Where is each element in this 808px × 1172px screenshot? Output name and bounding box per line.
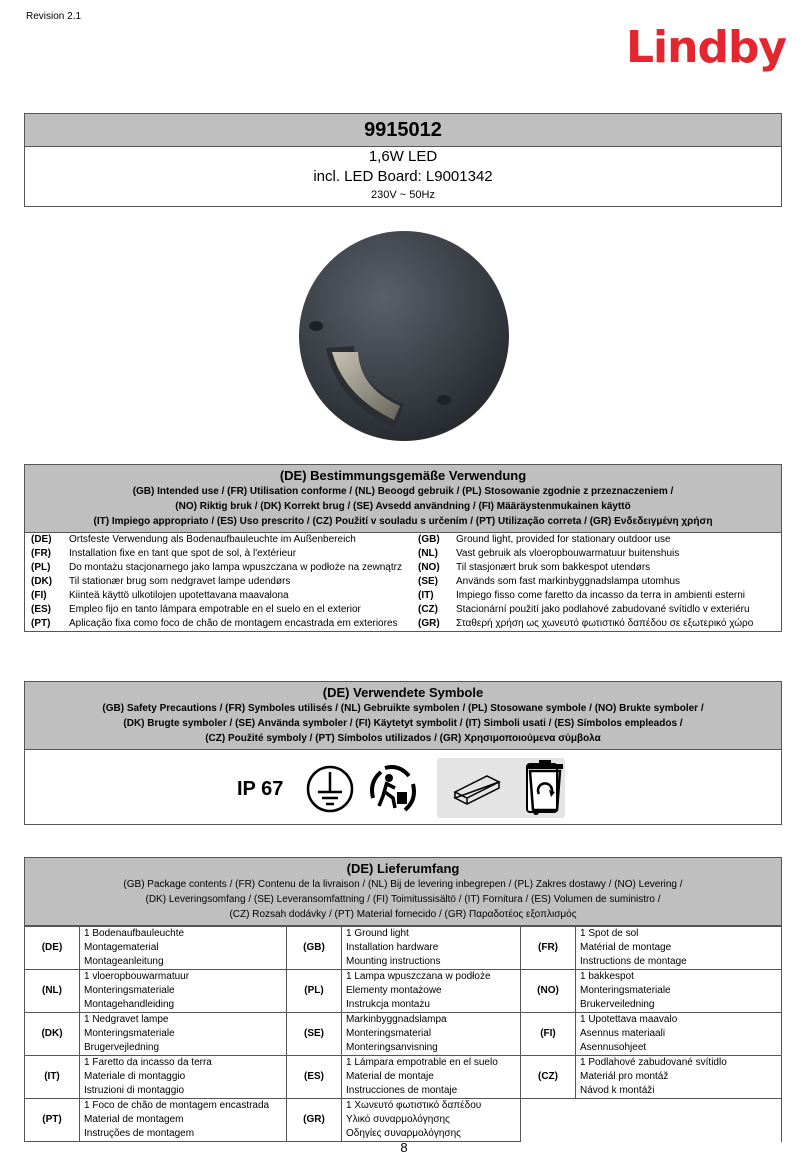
lang-code: (GB) xyxy=(287,927,342,970)
lang-code: (DE) xyxy=(31,534,52,545)
package-subtitle: (CZ) Rozsah dodávky / (PT) Material fornecido / (GR) Παραδοτέος εξοπλισμός xyxy=(229,909,577,920)
symbols-subtitle: (GB) Safety Precautions / (FR) Symboles utilisés / (NL) Gebruikte symbolen / (PL) Stosowane symbole / (NO) Brukte symboler / xyxy=(102,703,704,714)
product-led-board: incl. LED Board: L9001342 xyxy=(313,168,493,185)
lang-code: (NO) xyxy=(418,562,440,573)
table-row xyxy=(25,1013,782,1056)
lang-code: (SE) xyxy=(287,1013,342,1056)
lang-code: (IT) xyxy=(418,590,434,601)
use-text: Ground light, provided for stationary outdoor use xyxy=(456,534,671,545)
use-text: Impiego fisso come faretto da incasso da terra in ambienti esterni xyxy=(456,590,746,601)
page-number: 8 xyxy=(400,1140,408,1155)
package-cell: 1 Upotettava maavalo Asennus materiaali Asennusohjeet xyxy=(576,1013,782,1056)
table-row xyxy=(25,617,781,631)
package-cell: 1 Nedgravet lampe Monteringsmateriale Brugervejledning xyxy=(80,1013,287,1056)
package-table xyxy=(24,926,782,1142)
use-text: Används som fast markinbyggnadslampa utomhus xyxy=(456,576,681,587)
protective-earth-icon xyxy=(305,764,355,814)
table-row xyxy=(25,589,781,603)
intended-use-subtitle: (IT) Impiego appropriato / (ES) Uso prescrito / (CZ) Použití v souladu s určením / (PT) Utilização correta / (GR) Ενδεδειγμένη χρήση xyxy=(93,516,713,527)
lang-code: (PT) xyxy=(31,618,51,629)
package-cell: 1 Faretto da incasso da terra Materiale di montaggio Istruzioni di montaggio xyxy=(80,1056,287,1099)
lang-code: (NL) xyxy=(418,548,438,559)
use-text: Vast gebruik als vloeropbouwarmatuur buitenshuis xyxy=(456,548,680,559)
table-row xyxy=(25,533,781,547)
product-image xyxy=(296,228,512,444)
use-text: Empleo fijo en tanto lámpara empotrable en el suelo en el exterior xyxy=(69,604,361,615)
lang-code: (ES) xyxy=(287,1056,342,1099)
symbols-subtitle: (CZ) Použité symboly / (PT) Símbolos utilizados / (GR) Χρησιμοποιούμενα σύμβολα xyxy=(205,733,601,744)
package-cell: 1 Spot de sol Matérial de montage Instructions de montage xyxy=(576,927,782,970)
symbols-title: (DE) Verwendete Symbole xyxy=(322,685,484,700)
intended-use-subtitle: (NO) Riktig bruk / (DK) Korrekt brug / (SE) Avsedd användning / (FI) Määräystenmukainen käyttö xyxy=(175,501,631,512)
use-text: Kiinteä käyttö ulkotilojen upotettavana maavalona xyxy=(69,590,289,601)
lang-code: (GR) xyxy=(418,618,440,629)
lang-code: (IT) xyxy=(25,1056,80,1099)
intended-use-title: (DE) Bestimmungsgemäße Verwendung xyxy=(279,468,527,483)
use-text: Σταθερή χρήση ως χωνευτό φωτιστικό δαπέδου σε εξωτερικό χώρο xyxy=(456,618,754,629)
lang-code: (FI) xyxy=(31,590,47,601)
use-text: Ortsfeste Verwendung als Bodenaufbauleuchte im Außenbereich xyxy=(69,534,356,545)
intended-use-table xyxy=(25,533,781,631)
lang-code: (CZ) xyxy=(418,604,438,615)
lang-code: (NL) xyxy=(25,970,80,1013)
lang-code: (PL) xyxy=(31,562,51,573)
intended-use-subtitle: (GB) Intended use / (FR) Utilisation conforme / (NL) Beoogd gebruik / (PL) Stosowanie zgodnie z przeznaczeniem / xyxy=(132,486,674,497)
lang-code: (CZ) xyxy=(521,1056,576,1099)
recycling-person-icon xyxy=(365,762,421,816)
lang-code: (PL) xyxy=(287,970,342,1013)
table-row xyxy=(25,1056,782,1099)
product-header xyxy=(24,113,782,207)
use-text: Aplicação fixa como foco de chão de montagem encastrada em exteriores xyxy=(69,618,398,629)
use-text: Til stasjonært bruk som bakkespot utendørs xyxy=(456,562,651,573)
lang-code: (SE) xyxy=(418,576,438,587)
table-row xyxy=(25,1099,782,1142)
lang-code: (DK) xyxy=(25,1013,80,1056)
package-cell: 1 Lámpara empotrable en el suelo Material de montaje Instrucciones de montaje xyxy=(342,1056,521,1099)
lang-code: (FR) xyxy=(31,548,51,559)
package-cell: 1 bakkespot Monteringsmateriale Brukerveiledning xyxy=(576,970,782,1013)
use-text: Til stationær brug som nedgravet lampe udendørs xyxy=(69,576,291,587)
package-subtitle: (DK) Leveringsomfang / (SE) Leveransomfattning / (FI) Toimitussisältö / (IT) Fornitura / (ES) Volumen de suministro / xyxy=(145,894,661,905)
package-cell: 1 Lampa wpuszczana w podłoże Elementy montażowe Instrukcja montażu xyxy=(342,970,521,1013)
package-cell: 1 Χωνευτό φωτιστικό δαπέδου Υλικό συναρμολόγησης Οδηγίες συναρμολόγησης xyxy=(342,1099,521,1142)
package-cell: 1 Ground light Installation hardware Mounting instructions xyxy=(342,927,521,970)
lang-code: (DK) xyxy=(31,576,53,587)
revision-label: Revision 2.1 xyxy=(26,11,82,22)
intended-use-section xyxy=(24,464,782,632)
package-cell: Markinbyggnadslampa Monteringsmaterial Monteringsanvisning xyxy=(342,1013,521,1056)
table-row xyxy=(25,970,782,1013)
product-voltage: 230V ~ 50Hz xyxy=(371,189,435,201)
lang-code: (GR) xyxy=(287,1099,342,1142)
package-section xyxy=(24,857,782,1142)
product-number: 9915012 xyxy=(25,114,781,147)
lang-code: (ES) xyxy=(31,604,51,615)
lang-code: (FR) xyxy=(521,927,576,970)
table-row xyxy=(25,927,782,970)
symbols-row xyxy=(25,750,781,824)
package-cell: 1 Podlahové zabudované svítidlo Materiál pro montáž Návod k montáži xyxy=(576,1056,782,1099)
brand-logo: Lindby xyxy=(626,22,787,73)
product-power: 1,6W LED xyxy=(368,148,438,165)
use-text: Installation fixe en tant que spot de sol, à l'extérieur xyxy=(69,548,297,559)
wheelie-bin-recycle-icon xyxy=(525,760,565,816)
use-text: Stacionární použití jako podlahové zabudované svítidlo v exteriéru xyxy=(456,604,750,615)
table-row xyxy=(25,603,781,617)
package-subtitle: (GB) Package contents / (FR) Contenu de la livraison / (NL) Bij de levering inbegrepen / (PL) Zakres dostawy / (NO) Levering / xyxy=(123,879,683,890)
lang-code: (DE) xyxy=(25,927,80,970)
lang-code: (FI) xyxy=(521,1013,576,1056)
package-cell: 1 Foco de chão de montagem encastrada Material de montagem Instruções de montagem xyxy=(80,1099,287,1142)
package-cell: 1 Bodenaufbauleuchte Montagematerial Montageanleitung xyxy=(80,927,287,970)
symbols-subtitle: (DK) Brugte symboler / (SE) Använda symboler / (FI) Käytetyt symbolit / (IT) Simboli usati / (ES) Símbolos empleados / xyxy=(123,718,683,729)
use-text: Do montażu stacjonarnego jako lampa wpuszczana w podłoże na zewnątrz xyxy=(69,562,402,573)
table-row xyxy=(25,547,781,561)
symbols-section xyxy=(24,681,782,825)
lang-code: (GB) xyxy=(418,534,440,545)
lang-code: (PT) xyxy=(25,1099,80,1142)
table-row xyxy=(25,575,781,589)
ip-rating: IP 67 xyxy=(237,778,284,800)
package-cell: 1 vloeropbouwarmatuur Monteringsmateriale Montagehandleiding xyxy=(80,970,287,1013)
table-row xyxy=(25,561,781,575)
package-title: (DE) Lieferumfang xyxy=(346,861,460,876)
lang-code: (NO) xyxy=(521,970,576,1013)
